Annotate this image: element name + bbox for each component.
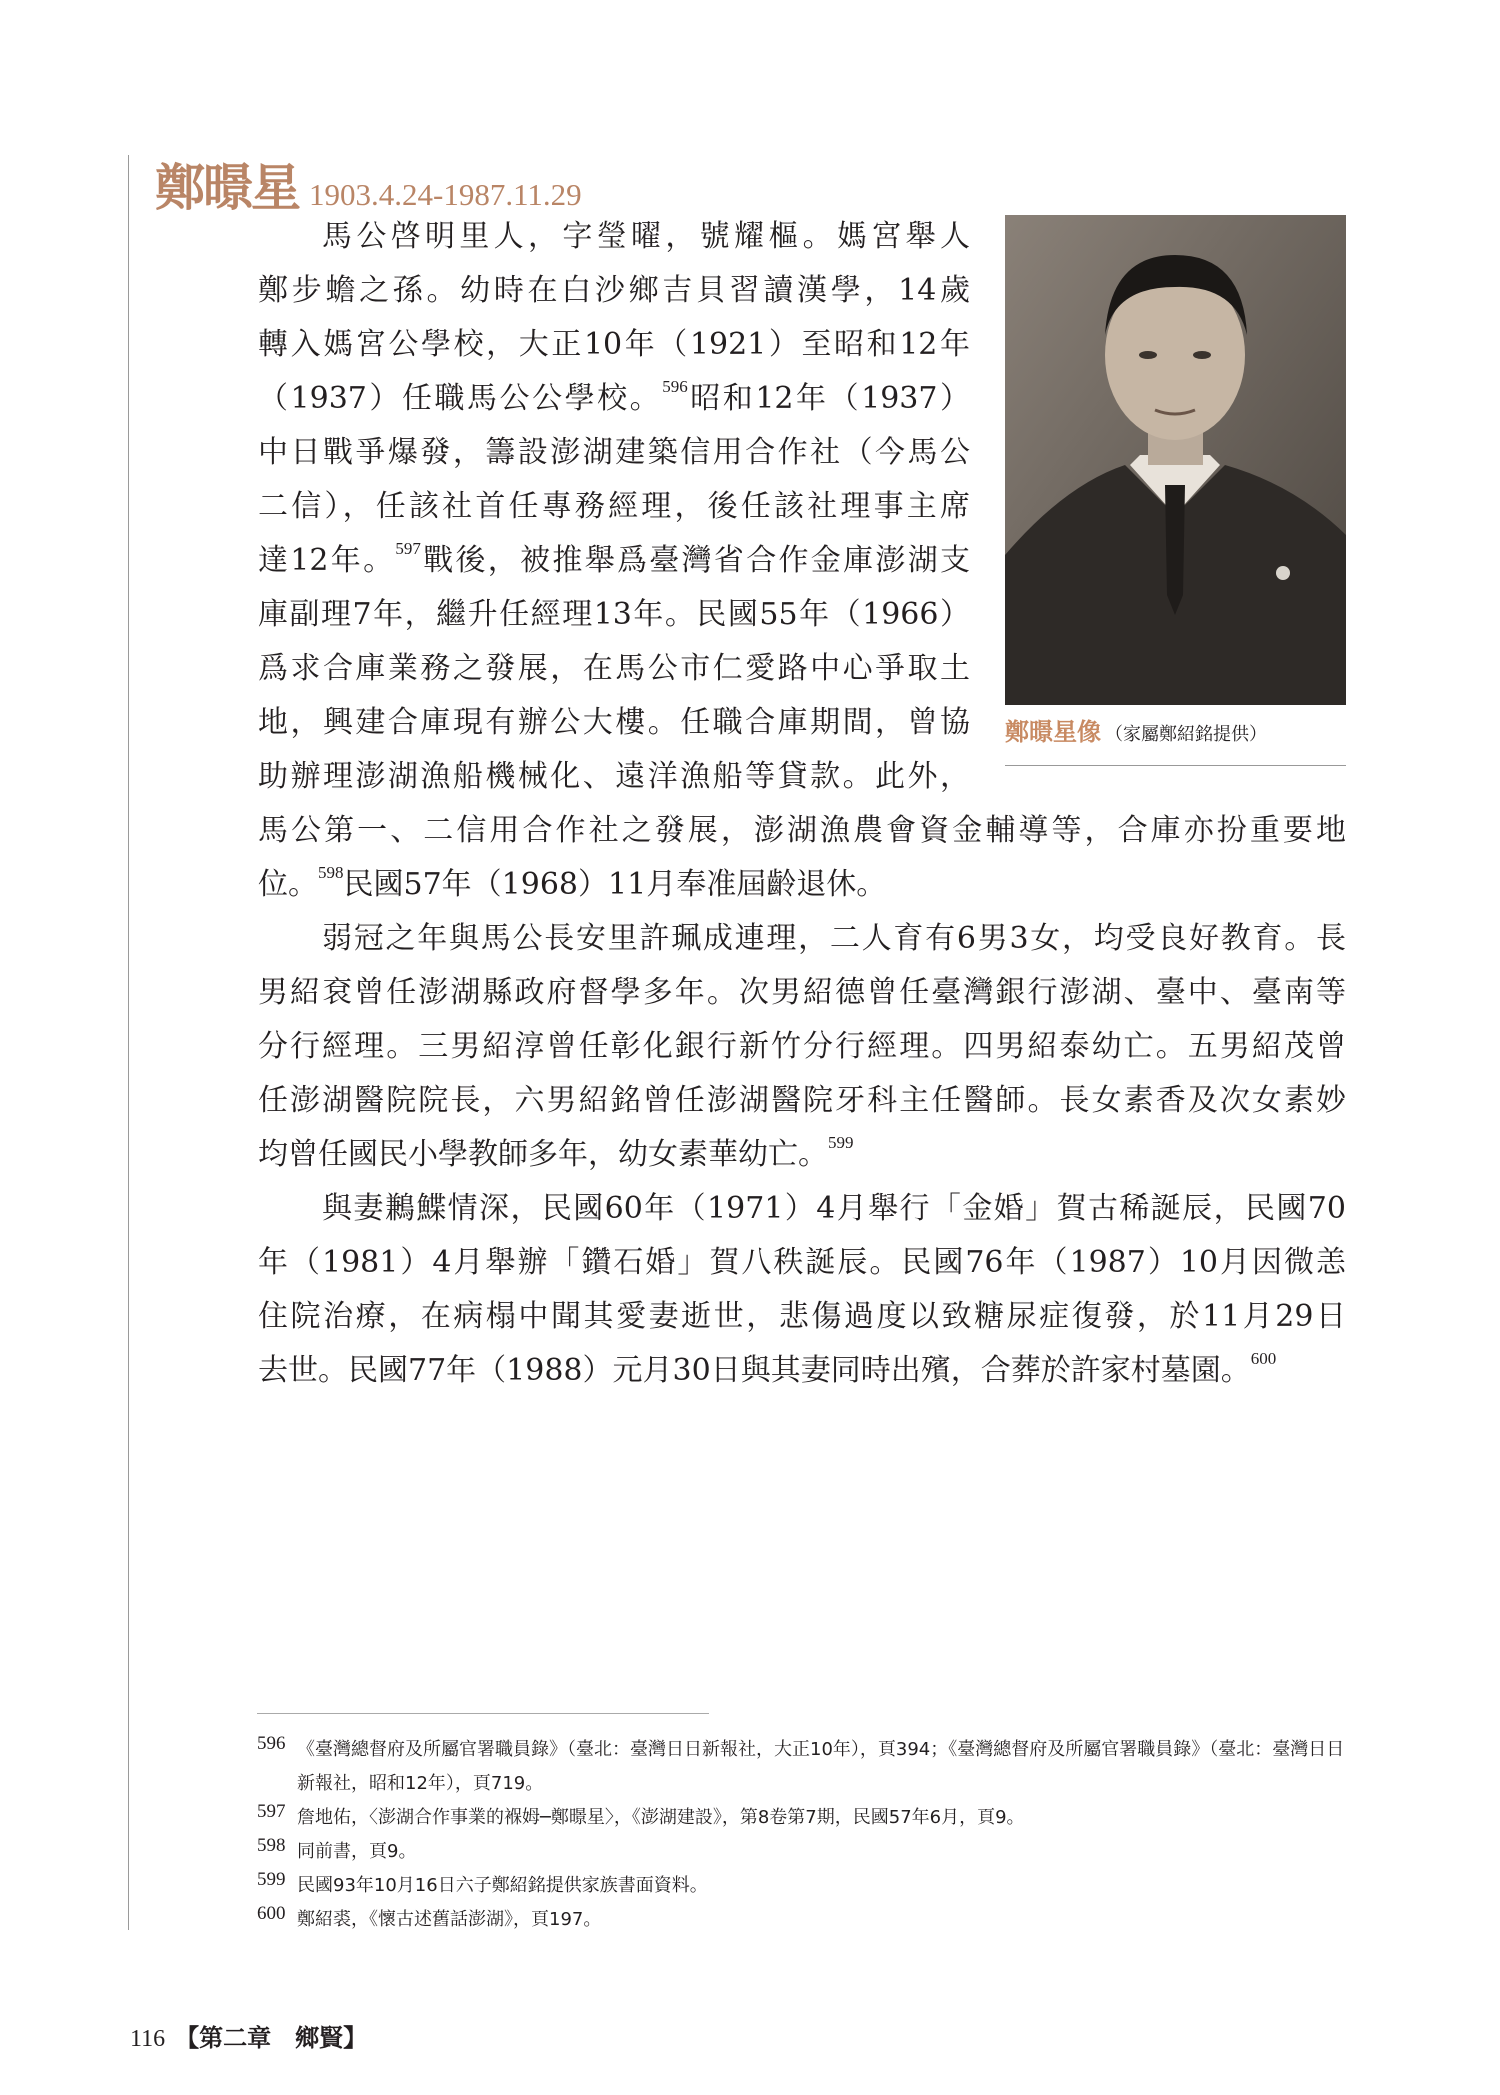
text: 均曾任國民小學教師多年，幼女素華幼亡。 [258, 1137, 828, 1172]
text: 住院治療，在病榻中聞其愛妻逝世，悲傷過度以致糖尿症復發，於11月29日 [258, 1299, 1346, 1334]
caption-credit: （家屬鄭紹銘提供） [1105, 724, 1267, 745]
text-line [258, 1074, 1346, 1128]
text: 戰後，被推舉爲臺灣省合作金庫澎湖支 [420, 543, 971, 578]
text: 達12年。 [258, 543, 396, 578]
footnote [257, 1903, 1347, 1937]
footnote-number: 597 [257, 1801, 286, 1822]
footnote-number: 598 [257, 1835, 286, 1856]
text-line [258, 588, 970, 642]
footnote [257, 1801, 1347, 1835]
text-line [258, 264, 970, 318]
text: 男紹袞曾任澎湖縣政府督學多年。次男紹德曾任臺灣銀行澎湖、臺中、臺南等 [258, 975, 1346, 1010]
text-line [258, 696, 970, 750]
text-line [258, 1290, 1346, 1344]
footnote-text: 同前書，頁9。 [297, 1841, 417, 1862]
text: 任澎湖醫院院長，六男紹銘曾任澎湖醫院牙科主任醫師。長女素香及次女素妙 [258, 1083, 1346, 1118]
text-line [258, 426, 970, 480]
text: 昭和12年（1937） [687, 381, 970, 416]
person-name: 鄭暻星 [155, 158, 299, 217]
footnote-text: 《臺灣總督府及所屬官署職員錄》（臺北：臺灣日日新報社，大正10年），頁394；《臺灣總督府及所屬官署職員錄》（臺北：臺灣日日新報社，昭和12年），頁719。 [297, 1739, 1345, 1794]
text-line [258, 210, 970, 264]
text-line [258, 750, 970, 804]
text-line [258, 1020, 1346, 1074]
footnote-number: 599 [257, 1869, 286, 1890]
page-number: 116 [130, 2026, 166, 2052]
footnote [257, 1835, 1347, 1869]
footnote-ref[interactable]: 600 [1250, 1349, 1277, 1368]
footnote-text: 民國93年10月16日六子鄭紹銘提供家族書面資料。 [297, 1875, 708, 1896]
text: 與妻鶼鰈情深，民國60年（1971）4月舉行「金婚」賀古稀誕辰，民國70 [322, 1191, 1346, 1226]
footnote [257, 1733, 1347, 1801]
footnote-ref[interactable]: 597 [395, 539, 421, 558]
chapter-label: 【第二章 鄉賢】 [175, 2023, 368, 2052]
life-dates: 1903.4.24-1987.11.29 [309, 177, 582, 212]
footnote-ref[interactable]: 598 [318, 863, 344, 882]
footnote-ref[interactable]: 596 [662, 377, 688, 396]
text-line [258, 1182, 1346, 1236]
text: 去世。民國77年（1988）元月30日與其妻同時出殯，合葬於許家村墓園。 [258, 1353, 1251, 1388]
text: 助辦理澎湖漁船機械化、遠洋漁船等貸款。此外， [258, 759, 970, 794]
text: 位。 [258, 867, 318, 902]
text: 轉入媽宮公學校，大正10年（1921）至昭和12年 [258, 327, 970, 362]
text-line [258, 804, 1346, 858]
footnote-text: 詹地佑，〈澎湖合作事業的褓姆─鄭暻星〉，《澎湖建設》，第8卷第7期，民國57年6月，頁9。 [297, 1807, 1025, 1828]
text-line [258, 534, 970, 588]
text-line [258, 1128, 1346, 1182]
text-line [258, 480, 970, 534]
text: 弱冠之年與馬公長安里許珮成連理，二人育有6男3女，均受良好教育。長 [322, 921, 1346, 956]
text: 二信），任該社首任專務經理，後任該社理事主席 [258, 489, 970, 524]
caption-title: 鄭暻星像 [1005, 717, 1101, 746]
text: （1937）任職馬公公學校。 [258, 381, 663, 416]
text: 分行經理。三男紹淳曾任彰化銀行新竹分行經理。四男紹泰幼亡。五男紹茂曾 [258, 1029, 1346, 1064]
text: 爲求合庫業務之發展，在馬公市仁愛路中心爭取土 [258, 651, 970, 686]
text: 年（1981）4月舉辦「鑽石婚」賀八秩誕辰。民國76年（1987）10月因微恙 [258, 1245, 1346, 1280]
margin-rule [128, 155, 129, 1930]
footnote [257, 1869, 1347, 1903]
footnote-ref[interactable]: 599 [828, 1133, 854, 1152]
text-line [258, 372, 970, 426]
text: 地，興建合庫現有辦公大樓。任職合庫期間，曾協 [258, 705, 970, 740]
footnotes [257, 1733, 1347, 1937]
text-line [258, 966, 1346, 1020]
text-line [258, 912, 1346, 966]
footnote-number: 596 [257, 1733, 286, 1754]
text-line [258, 1236, 1346, 1290]
text: 鄭步蟾之孫。幼時在白沙鄉吉貝習讀漢學，14歲 [258, 273, 970, 308]
biography-text [258, 210, 1346, 1398]
footnote-number: 600 [257, 1903, 286, 1924]
footnote-rule [257, 1713, 709, 1714]
text: 馬公啓明里人，字瑩曜，號耀樞。媽宮舉人 [322, 219, 970, 254]
text: 中日戰爭爆發，籌設澎湖建築信用合作社（今馬公 [258, 435, 970, 470]
page-footer [130, 2018, 367, 2053]
text-line [258, 858, 1346, 912]
text-line [258, 1344, 1346, 1398]
text: 民國57年（1968）11月奉准屆齡退休。 [343, 867, 887, 902]
text-line [258, 642, 970, 696]
text: 馬公第一、二信用合作社之發展，澎湖漁農會資金輔導等，合庫亦扮重要地 [258, 813, 1346, 848]
text: 庫副理7年，繼升任經理13年。民國55年（1966） [258, 597, 970, 632]
text-line [258, 318, 970, 372]
footnote-text: 鄭紹裘，《懷古述舊話澎湖》，頁197。 [297, 1909, 602, 1930]
